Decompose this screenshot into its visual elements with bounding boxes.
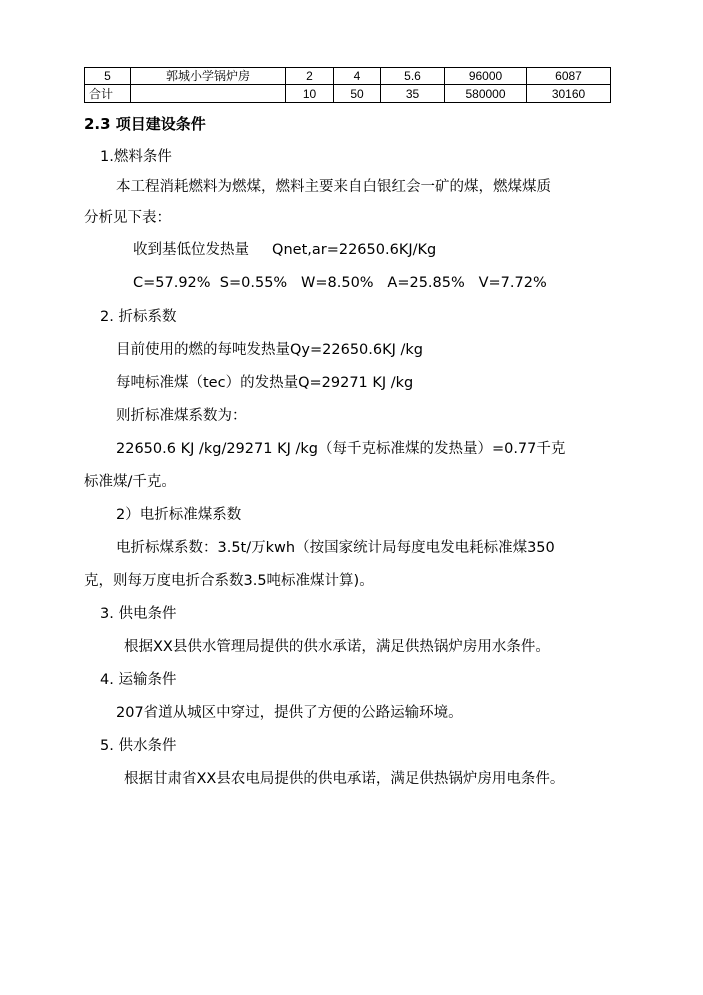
- table-cell: [131, 85, 286, 103]
- fuel-heat-value: 收到基低位发热量 Qnet,ar=22650.6KJ/Kg: [133, 242, 437, 258]
- water-supply-title: 5. 供水条件: [100, 738, 177, 754]
- table-cell: 4: [334, 68, 381, 85]
- conversion-title: 2. 折标系数: [100, 309, 177, 325]
- table-cell: 35: [381, 85, 445, 103]
- electric-line2: 克，则每万度电折合系数3.5吨标准煤计算)。: [84, 573, 374, 589]
- table-cell: 6087: [527, 68, 611, 85]
- power-supply-title: 3. 供电条件: [100, 606, 177, 622]
- conversion-line1: 目前使用的燃的每吨发热量Qy=22650.6KJ /kg: [116, 342, 423, 358]
- fuel-paragraph-line2: 分析见下表：: [84, 210, 171, 226]
- transport-line1: 207省道从城区中穿过，提供了方便的公路运输环境。: [116, 705, 463, 721]
- electric-line1: 电折标煤系数：3.5t/万kwh（按国家统计局每度电发电耗标准煤350: [116, 540, 555, 556]
- conversion-line2: 每吨标准煤（tec）的发热量Q=29271 KJ /kg: [116, 375, 414, 391]
- boiler-summary-table: [84, 67, 611, 103]
- water-supply-line1: 根据甘肃省XX县农电局提供的供电承诺，满足供热锅炉房用电条件。: [124, 771, 565, 787]
- table-cell: 5: [85, 68, 131, 85]
- fuel-composition: C=57.92% S=0.55% W=8.50% A=25.85% V=7.72%: [133, 275, 547, 291]
- table-cell: 2: [286, 68, 334, 85]
- table-cell: 30160: [527, 85, 611, 103]
- conversion-line5: 标准煤/千克。: [84, 474, 176, 490]
- table-cell: 郭城小学锅炉房: [131, 68, 286, 85]
- table-row: [85, 68, 611, 85]
- table-cell: 50: [334, 85, 381, 103]
- table-cell: 5.6: [381, 68, 445, 85]
- table-cell: 10: [286, 85, 334, 103]
- conversion-line3: 则折标准煤系数为：: [116, 408, 247, 424]
- table-cell: 96000: [445, 68, 527, 85]
- conversion-line4: 22650.6 KJ /kg/29271 KJ /kg（每千克标准煤的发热量）=0.77千克: [116, 441, 566, 457]
- electric-title: 2）电折标准煤系数: [116, 507, 242, 523]
- table-row-total: [85, 85, 611, 103]
- transport-title: 4. 运输条件: [100, 672, 177, 688]
- section-heading: 2.3 项目建设条件: [84, 115, 206, 133]
- table-cell: 合计: [85, 85, 131, 103]
- power-supply-line1: 根据XX县供水管理局提供的供水承诺，满足供热锅炉房用水条件。: [124, 639, 550, 655]
- fuel-title: 1.燃料条件: [100, 149, 172, 165]
- table-cell: 580000: [445, 85, 527, 103]
- fuel-paragraph-line1: 本工程消耗燃料为燃煤，燃料主要来自白银红会一矿的煤，燃煤煤质: [116, 179, 551, 195]
